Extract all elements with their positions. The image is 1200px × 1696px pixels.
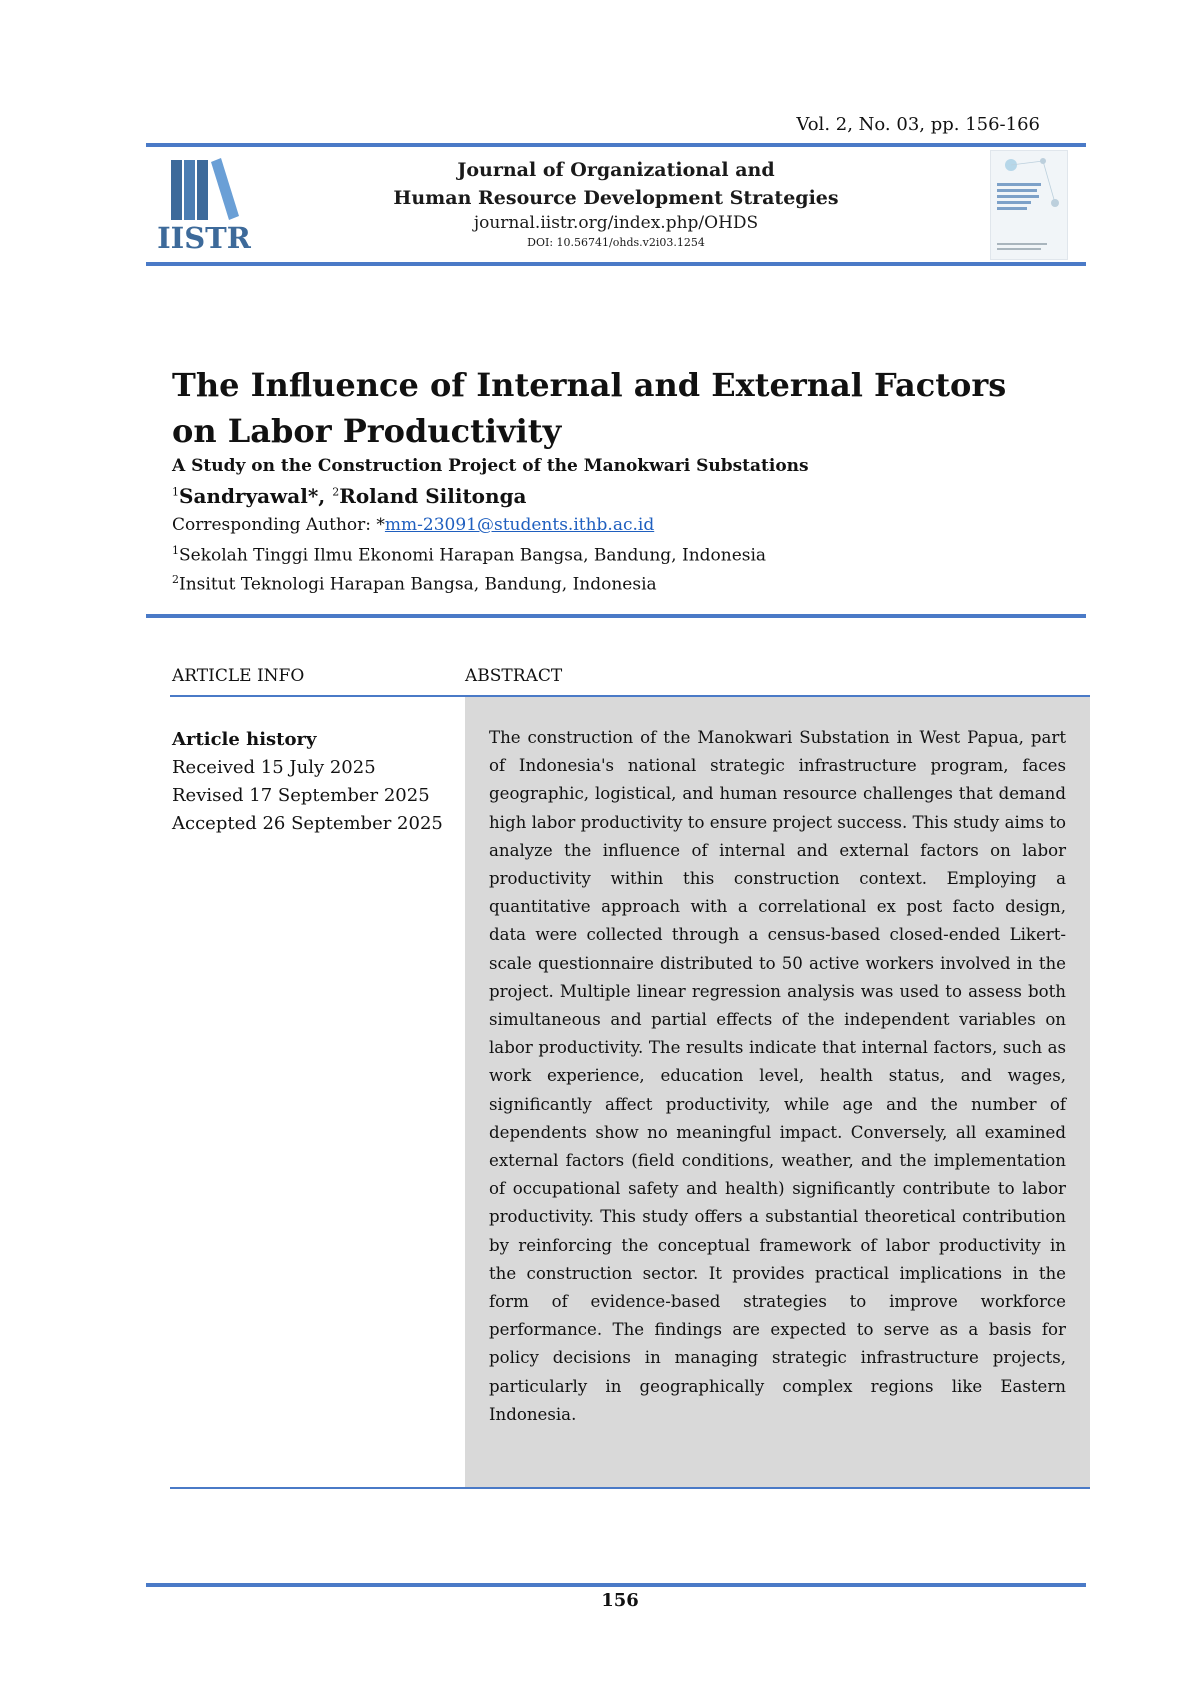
affiliation-2 (172, 573, 657, 595)
revised-date: Revised 17 September 2025 (172, 785, 430, 806)
affiliation-1 (172, 544, 766, 566)
abstract-heading: ABSTRACT (465, 666, 563, 686)
accepted-date: Accepted 26 September 2025 (172, 813, 443, 834)
authors (172, 484, 527, 508)
author1-affiliation-number: 1 (172, 485, 179, 499)
journal-title-line2: Human Resource Development Strategies (393, 187, 839, 209)
doi: DOI: 10.56741/ohds.v2i03.1254 (527, 236, 705, 249)
abstract-text: The construction of the Manokwari Substation in West Papua, part of Indonesia's national strategic infrastructure program, faces geographic, logistical, and human resource challenges that demand high labor productivity to ensure project success. This study aims to analyze the influence of internal and external factors on labor productivity within this construction context. Employing a quantitative approach with a correlational ex post facto design, data were collected through a census-based closed-ended Likert-scale questionnaire distributed to 50 active workers involved in the project. Multiple linear regression analysis was used to assess both simultaneous and partial effects of the independent variables on labor productivity. The results indicate that internal factors, such as work experience, education level, health status, and wages, significantly affect productivity, while age and the number of dependents show no meaningful impact. Conversely, all examined external factors (field conditions, weather, and the implementation of occupational safety and health) significantly contribute to labor productivity. This study offers a substantial theoretical contribution by reinforcing the conceptual framework of labor productivity in the construction sector. It provides practical implications in the form of evidence-based strategies to improve workforce performance. The findings are expected to serve as a basis for policy decisions in managing strategic infrastructure projects, particularly in geographically complex regions like Eastern Indonesia. (489, 728, 1066, 1424)
affiliation2-number: 2 (172, 573, 179, 586)
page-number: 156 (601, 1590, 639, 1611)
author2-name: Roland Silitonga (339, 484, 527, 508)
author1-name: Sandryawal*, (179, 484, 333, 508)
affiliation2-text: Insitut Teknologi Harapan Bangsa, Bandung, Indonesia (179, 574, 657, 595)
article-history (172, 726, 443, 838)
corresponding-label: Corresponding Author: * (172, 515, 385, 535)
corresponding-email-link[interactable]: mm-23091@students.ithb.ac.id (384, 515, 655, 535)
journal-cover-thumbnail (990, 150, 1068, 260)
header-bottom-rule (146, 262, 1086, 266)
volume-info: Vol. 2, No. 03, pp. 156-166 (796, 114, 1040, 135)
article-title: The Influence of Internal and External Factors on Labor Productivity (172, 366, 1007, 450)
corresponding-author (172, 515, 654, 535)
info-bottom-rule (170, 1487, 1090, 1489)
logo-text: IISTR (157, 221, 251, 254)
journal-title-line1: Journal of Organizational and (457, 159, 775, 181)
journal-url: journal.iistr.org/index.php/OHDS (473, 213, 759, 233)
article-history-heading: Article history (172, 729, 317, 750)
abstract-box (465, 697, 1090, 1487)
header-top-rule (146, 143, 1086, 147)
received-date: Received 15 July 2025 (172, 757, 376, 778)
affiliation1-text: Sekolah Tinggi Ilmu Ekonomi Harapan Bangsa, Bandung, Indonesia (179, 545, 767, 566)
affiliation1-number: 1 (172, 544, 179, 557)
article-subtitle: A Study on the Construction Project of the Manokwari Substations (172, 456, 809, 476)
article-info-heading: ARTICLE INFO (172, 666, 305, 686)
author2-affiliation-number: 2 (332, 485, 340, 499)
journal-info (326, 156, 906, 252)
iistr-logo (151, 154, 261, 254)
title-block-rule (146, 614, 1086, 618)
footer-rule (146, 1583, 1086, 1587)
journal-header (146, 150, 1086, 260)
